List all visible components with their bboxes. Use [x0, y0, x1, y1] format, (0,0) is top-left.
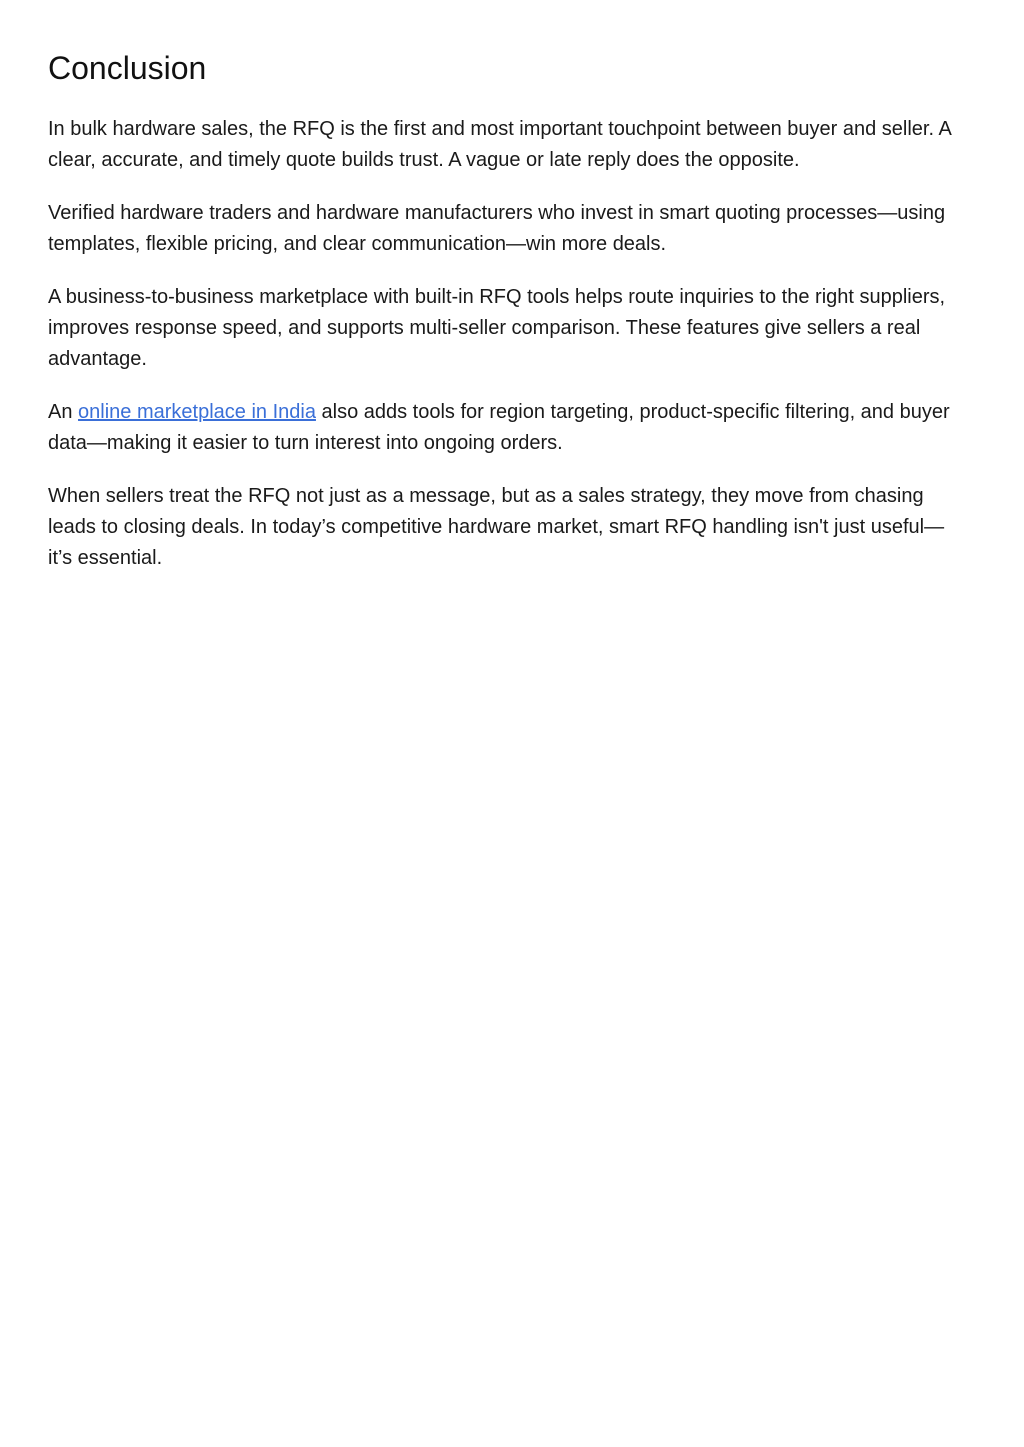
paragraph-text-before-link: An [48, 401, 79, 423]
paragraph-verified-traders: Verified hardware traders and hardware manufacturers who invest in smart quoting processes—using templates, flexible pricing, and clear communication—win more deals. [48, 202, 946, 255]
paragraph-online-marketplace [48, 397, 968, 459]
section-heading: Conclusion [48, 50, 207, 86]
online-marketplace-link[interactable]: online marketplace in India [78, 401, 316, 423]
paragraph-rfq-importance: In bulk hardware sales, the RFQ is the first and most important touchpoint between buyer and seller. A clear, accurate, and timely quote builds trust. A vague or late reply does the opposite. [48, 118, 951, 171]
paragraph-b2b-marketplace: A business-to-business marketplace with built-in RFQ tools helps route inquiries to the right suppliers, improves response speed, and supports multi-seller comparison. These features give sellers a real advantage. [48, 286, 946, 370]
paragraph-text-after-link: also adds tools for region targeting, product-specific filtering, and buyer data—making it easier to turn interest into ongoing orders. [48, 401, 950, 454]
article-body [48, 44, 968, 596]
paragraph-sales-strategy: When sellers treat the RFQ not just as a message, but as a sales strategy, they move from chasing leads to closing deals. In today’s competitive hardware market, smart RFQ handling isn't just useful—it’s essential. [48, 485, 945, 569]
